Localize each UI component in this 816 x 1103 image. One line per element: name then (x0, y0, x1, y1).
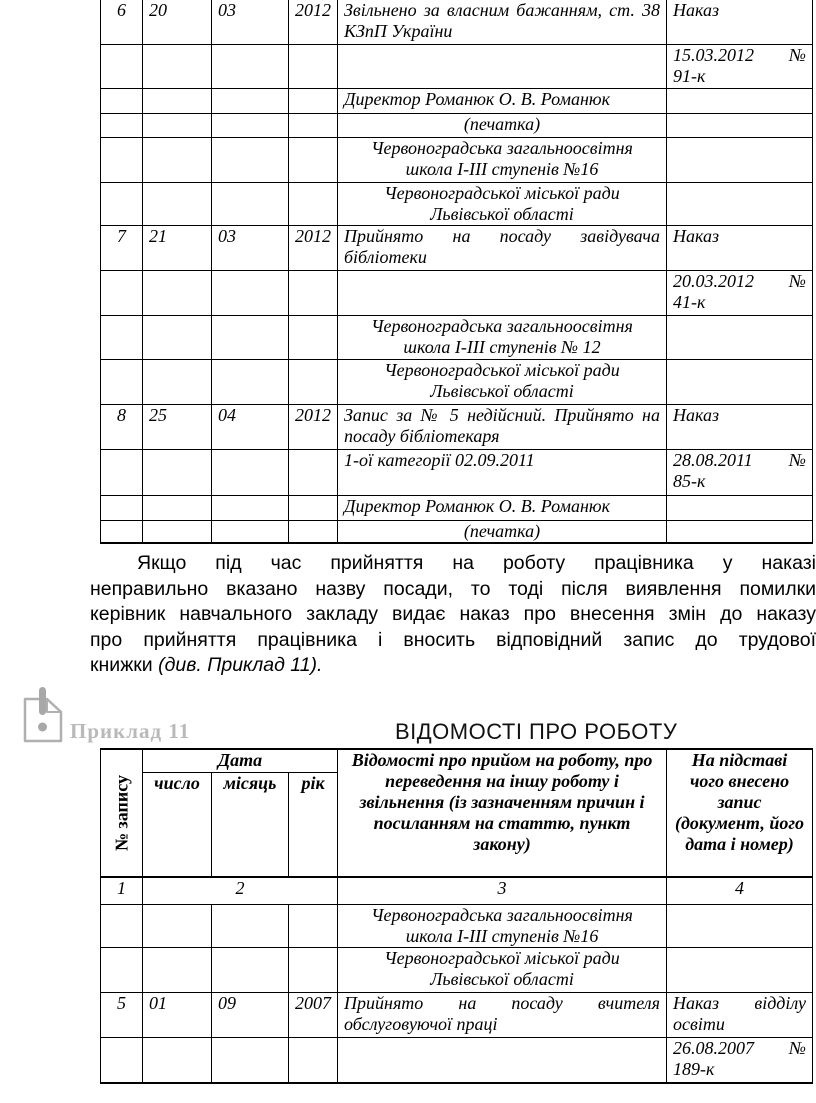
cell-info: 1-ої категорії 02.09.2011 (338, 449, 667, 495)
cell-basis (667, 993, 813, 1038)
info-line: Червоноградська загальноосвітня (371, 905, 633, 926)
basis-line: 26.08.2007 № (673, 1038, 807, 1059)
cell-info (338, 137, 667, 182)
info-line: обслуговуючої праці (344, 1014, 498, 1035)
paragraph-line: Якщо під час прийняття на роботу працівника у наказі (137, 552, 816, 574)
cell-month: 03 (212, 0, 289, 44)
cell-info: (печатка) (338, 113, 667, 137)
paragraph-line: неправильно вказано назву посади, то тоді після виявлення помилки (90, 577, 816, 600)
cell-day: 25 (143, 404, 212, 449)
header-record-no-label: № запису (111, 774, 131, 852)
basis-line: 41-к (673, 291, 706, 312)
cell-day: 01 (143, 993, 212, 1038)
example-strip (0, 679, 816, 748)
cell-info: (печатка) (338, 520, 667, 543)
column-number: 1 (101, 877, 143, 905)
info-line: Львівської області (430, 203, 574, 224)
paragraph-line: керівник навчального закладу видає наказ про внесення змін до наказу (90, 603, 816, 626)
work-records-table-continued (100, 0, 813, 544)
cell-month: 04 (212, 404, 289, 449)
paragraph-text: книжки (90, 654, 159, 677)
table-row (101, 905, 813, 948)
table-row (101, 113, 813, 137)
cell-record-no: 5 (101, 993, 143, 1038)
basis-line: 189-к (673, 1059, 715, 1080)
info-line: Львівської області (430, 969, 574, 990)
document-exclamation-icon (20, 685, 68, 745)
body-paragraph (90, 551, 816, 679)
table-row (101, 520, 813, 543)
info-line: Червоноградської міської ради (384, 359, 620, 380)
table-row (101, 137, 813, 182)
info-line: Звільнено за власним бажанням, ст. 38 (344, 0, 660, 20)
cell-month: 09 (212, 993, 289, 1038)
column-number: 2 (143, 877, 338, 905)
table-row (101, 0, 813, 44)
cell-info (338, 359, 667, 404)
cell-day: 20 (143, 0, 212, 44)
paragraph-line (90, 653, 816, 679)
table-row (101, 359, 813, 404)
cell-basis (667, 270, 813, 315)
info-line: школа І-ІІІ ступенів № 12 (403, 336, 601, 357)
info-line: Червоноградської міської ради (384, 182, 620, 203)
info-line: Червоноградська загальноосвітня (371, 315, 633, 336)
table-row (101, 44, 813, 88)
cell-month: 03 (212, 225, 289, 270)
cell-basis: Наказ (667, 404, 813, 449)
info-line: КЗпП України (344, 21, 453, 41)
cell-info (338, 0, 667, 44)
column-number: 4 (667, 877, 813, 905)
cell-record-no: 7 (101, 225, 143, 270)
info-line: посаду бібліотекаря (344, 425, 500, 446)
column-number: 3 (338, 877, 667, 905)
cell-info (338, 905, 667, 948)
example-reference: (див. Приклад 11). (158, 654, 323, 677)
cell-info (338, 993, 667, 1038)
info-line: Прийнято на посаду вчителя (344, 993, 661, 1014)
table-row (101, 948, 813, 993)
header-date: Дата (143, 749, 338, 773)
info-line: Червоноградської міської ради (384, 948, 620, 969)
cell-info (338, 948, 667, 993)
cell-year: 2007 (289, 993, 338, 1038)
cell-year: 2012 (289, 0, 338, 44)
cell-basis (667, 1038, 813, 1083)
cell-info (338, 182, 667, 225)
cell-info (338, 315, 667, 359)
header-info: Відомості про прийом на роботу, про переведення на іншу роботу і звільнення (із зазначенням причин і посиланням на статтю, пункт закону) (338, 749, 667, 877)
cell-day: 21 (143, 225, 212, 270)
basis-line: 15.03.2012 № (673, 44, 806, 65)
basis-line: 91-к (673, 65, 706, 86)
header-record-no (101, 749, 143, 877)
table-row (101, 225, 813, 270)
cell-info: Директор Романюк О. В. Романюк (338, 495, 667, 520)
basis-line: 20.03.2012 № (673, 270, 806, 291)
cell-year: 2012 (289, 404, 338, 449)
column-numbers-row (101, 877, 813, 905)
header-year: рік (289, 773, 338, 877)
info-line: школа І-ІІІ ступенів №16 (405, 926, 599, 947)
table-row (101, 270, 813, 315)
basis-line: Наказ відділу (673, 993, 807, 1014)
table-row (101, 495, 813, 520)
cell-basis (667, 449, 813, 495)
basis-line: освіти (673, 1014, 725, 1035)
example-label: Приклад 11 (70, 718, 191, 743)
work-records-table (100, 748, 813, 1084)
table-row (101, 315, 813, 359)
basis-line: 28.08.2011 № (673, 449, 806, 470)
header-basis: На підставі чого внесено запис (документ, його дата і номер) (667, 749, 813, 877)
table-row (101, 404, 813, 449)
cell-info (338, 404, 667, 449)
cell-record-no: 8 (101, 404, 143, 449)
section-heading: ВІДОМОСТІ ПРО РОБОТУ (395, 718, 678, 744)
table-row (101, 88, 813, 113)
header-day: число (143, 773, 212, 877)
paragraph-line: про прийняття працівника і вносить відповідний запис до трудової (90, 628, 816, 651)
basis-line: 85-к (673, 470, 706, 491)
info-line: Львівської області (430, 380, 574, 401)
table-row (101, 182, 813, 225)
cell-info (338, 225, 667, 270)
info-line: бібліотеки (344, 246, 427, 267)
info-line: школа І-ІІІ ступенів №16 (405, 158, 599, 179)
cell-basis: Наказ (667, 0, 813, 44)
cell-info: Директор Романюк О. В. Романюк (338, 88, 667, 113)
cell-record-no: 6 (101, 0, 143, 44)
header-month: місяць (212, 773, 289, 877)
cell-basis (667, 44, 813, 88)
info-line: Червоноградська загальноосвітня (371, 137, 633, 158)
cell-basis: Наказ (667, 225, 813, 270)
table-row (101, 1038, 813, 1083)
table-row (101, 993, 813, 1038)
table-header-row (101, 749, 813, 773)
table-row (101, 449, 813, 495)
info-line: Прийнято на посаду завідувача (344, 225, 660, 246)
info-line: Запис за № 5 недійсний. Прийнято на (344, 404, 660, 425)
cell-year: 2012 (289, 225, 338, 270)
